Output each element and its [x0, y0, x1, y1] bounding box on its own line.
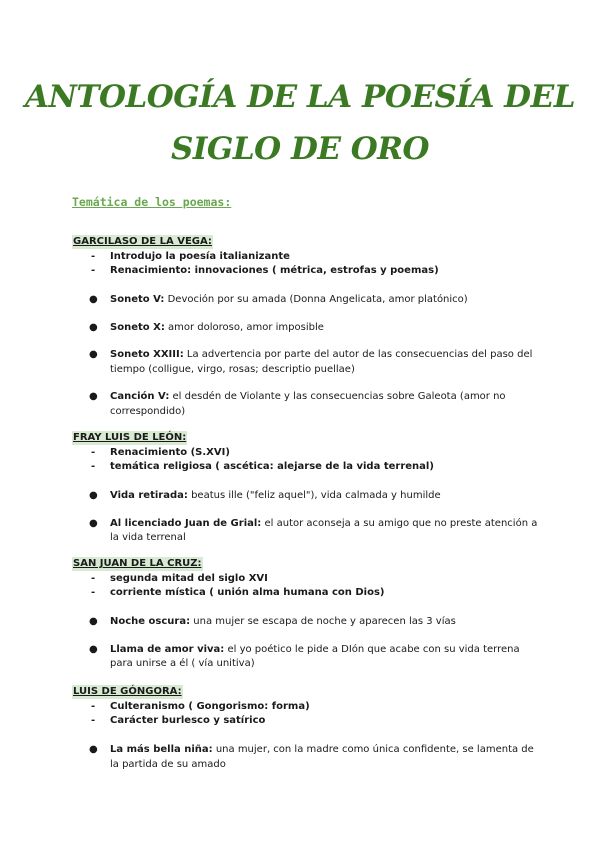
dash-text: temática religiosa ( ascética: alejarse de la vida terrenal) [110, 461, 434, 472]
dash-text: Renacimiento: innovaciones ( métrica, estrofas y poemas) [110, 265, 439, 276]
dash-item [72, 572, 542, 586]
dash-text: Culteranismo ( Gongorismo: forma) [110, 701, 310, 712]
document-title-line2: SIGLO DE ORO [170, 131, 430, 167]
poem-label: Soneto XXIII: [110, 349, 184, 360]
bullet-marker: ● [89, 517, 98, 529]
poem-description: Devoción por su amada (Donna Angelicata, amor platónico) [164, 294, 468, 305]
dash-item [72, 264, 542, 278]
dash-item [72, 460, 542, 474]
poem-description: amor doloroso, amor imposible [164, 321, 324, 333]
dash-item [72, 446, 542, 460]
poem-description: La advertencia por parte del autor de las consecuencias del paso del tiempo (colligue, virgo, rosas; descriptio puellae) [110, 349, 533, 375]
poem-description: el autor aconseja a su amigo que no preste atención a la vida terrenal [110, 517, 538, 543]
document-title-line1: ANTOLOGÍA DE LA POESÍA DEL [24, 79, 575, 115]
poem-label: Noche oscura: [110, 616, 191, 627]
bullet-marker: ● [89, 744, 98, 755]
poem-description: el yo poético le pide a DIón que acabe con su vida terrena para unirse a él ( vía unitiva) [110, 643, 520, 669]
dash-text: segunda mitad del siglo XVI [110, 573, 268, 584]
bullet-item [72, 615, 542, 630]
dash-marker: - [91, 447, 96, 458]
poem-label: Vida retirada: [110, 490, 188, 501]
author-heading: GARCILASO DE LA VEGA: [73, 236, 212, 247]
bullet-marker: ● [89, 490, 98, 501]
dash-text: Carácter burlesco y satírico [110, 715, 266, 726]
dash-item [72, 250, 542, 264]
bullet-item [72, 321, 542, 336]
poem-description: el desdén de Violante y las consecuencias sobre Galeota (amor no correspondido) [110, 391, 506, 417]
dash-marker: - [91, 701, 96, 712]
bullet-marker: ● [89, 643, 98, 655]
author-heading: FRAY LUIS DE LEÓN: [73, 432, 187, 443]
section-san-juan [72, 551, 542, 672]
bullet-item [72, 348, 542, 377]
dash-marker: - [91, 715, 96, 726]
dash-item [72, 700, 542, 714]
dash-marker: - [91, 251, 96, 262]
bullet-item [72, 517, 542, 546]
bullet-marker: ● [89, 391, 98, 402]
section-subtitle: Temática de los poemas: [72, 195, 232, 209]
bullet-marker: ● [89, 321, 98, 333]
poem-label: La más bella niña: [110, 744, 213, 755]
bullet-item [72, 390, 542, 419]
dash-text: Introdujo la poesía italianizante [110, 251, 290, 262]
bullet-item [72, 643, 542, 672]
author-heading: SAN JUAN DE LA CRUZ: [73, 558, 202, 569]
dash-marker: - [91, 461, 96, 472]
bullet-marker: ● [89, 349, 98, 360]
bullet-marker: ● [89, 294, 98, 305]
dash-marker: - [91, 573, 96, 584]
bullet-item [72, 743, 542, 772]
poem-label: Soneto X: [110, 321, 165, 333]
author-heading: LUIS DE GÓNGORA: [73, 686, 182, 697]
dash-item [72, 714, 542, 728]
poem-label: Llama de amor viva: [110, 643, 225, 655]
dash-item [72, 586, 542, 600]
dash-marker: - [91, 587, 96, 598]
bullet-item [72, 293, 542, 308]
dash-text: corriente mística ( unión alma humana con Dios) [110, 587, 385, 598]
poem-label: Al licenciado Juan de Grial: [110, 517, 262, 529]
dash-marker: - [91, 265, 96, 276]
poem-description: beatus ille ("feliz aquel"), vida calmada y humilde [187, 490, 441, 501]
poem-description: una mujer, con la madre como única confidente, se lamenta de la partida de su amado [110, 744, 534, 770]
poem-description: una mujer se escapa de noche y aparecen las 3 vías [190, 616, 456, 627]
section-fray-luis [72, 425, 542, 546]
bullet-marker: ● [89, 616, 98, 627]
poem-label: Canción V: [110, 391, 170, 402]
poem-label: Soneto V: [110, 294, 165, 305]
section-garcilaso [72, 229, 542, 419]
bullet-item [72, 489, 542, 504]
section-gongora [72, 679, 542, 772]
dash-text: Renacimiento (S.XVI) [110, 447, 230, 458]
